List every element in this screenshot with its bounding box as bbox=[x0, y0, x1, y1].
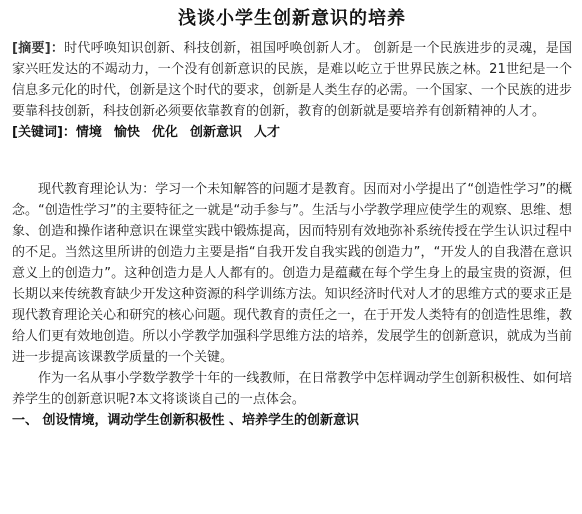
abstract bbox=[12, 38, 572, 122]
section-heading: 一、 创设情境，调动学生创新积极性 、培养学生的创新意识 bbox=[12, 413, 360, 428]
abstract-label: [摘要]： bbox=[12, 41, 65, 56]
abstract-text: 时代呼唤知识创新、科技创新，祖国呼唤创新人才。 创新是一个民族进步的灵魂，是国家兴旺发达的不竭动力，一个没有创新意识的民族，是难以屹立于世界民族之林。21世纪是一个信息多元化的时代，创新是这个时代的要求，创新是人类生存的必需。一个国家、一个民族的进步要靠科技创新，科技创新必须要依靠教育的创新，教育的创新就是要培养有创新精神的人才。 bbox=[12, 41, 572, 119]
keyword-item: 创新意识 bbox=[189, 125, 242, 140]
keyword-item: 人才 bbox=[253, 125, 280, 140]
keyword-item: 优化 bbox=[151, 125, 178, 140]
body-paragraph: 作为一名从事小学数学教学十年的一线教师，在日常教学中怎样调动学生创新积极性、如何培养学生的创新意识呢?本文将谈谈自己的一点体会。 bbox=[12, 371, 572, 407]
keyword-item: 愉快 bbox=[113, 125, 140, 140]
keywords bbox=[12, 122, 572, 143]
keyword-item: 情境 bbox=[75, 125, 102, 140]
body-paragraph: 现代教育理论认为：学习一个未知解答的问题才是教育。因而对小学提出了“创造性学习”的概念。“创造性学习”的主要特征之一就是“动手参与”。生活与小学教学理应使学生的观察、思维、想象、创造和操作诸种意识在课堂实践中锻炼提高，因而特别有效地弥补系统传授在学生认识过程中的不足。当然这里所讲的创造力主要是指“自我开发自我实践的创造力”，“开发人的自我潜在意识意义上的创造力”。这种创造力是人人都有的。创造力是蕴藏在每个学生身上的最宝贵的资源，但长期以来传统教育缺少开发这种资源的科学训练方法。知识经济时代对人才的思维方式的要求正是现代教育理论关心和研究的核心问题。现代教育的责任之一，在于开发人类特有的创造性思维，教给人们更有效地创造。所以小学教学加强科学思维方法的培养，发展学生的创新意识，就成为当前进一步提高该课教学质量的一个关键。 bbox=[12, 182, 572, 365]
keywords-label: [关键词]： bbox=[12, 125, 76, 140]
document-title: 浅谈小学生创新意识的培养 bbox=[178, 8, 406, 29]
